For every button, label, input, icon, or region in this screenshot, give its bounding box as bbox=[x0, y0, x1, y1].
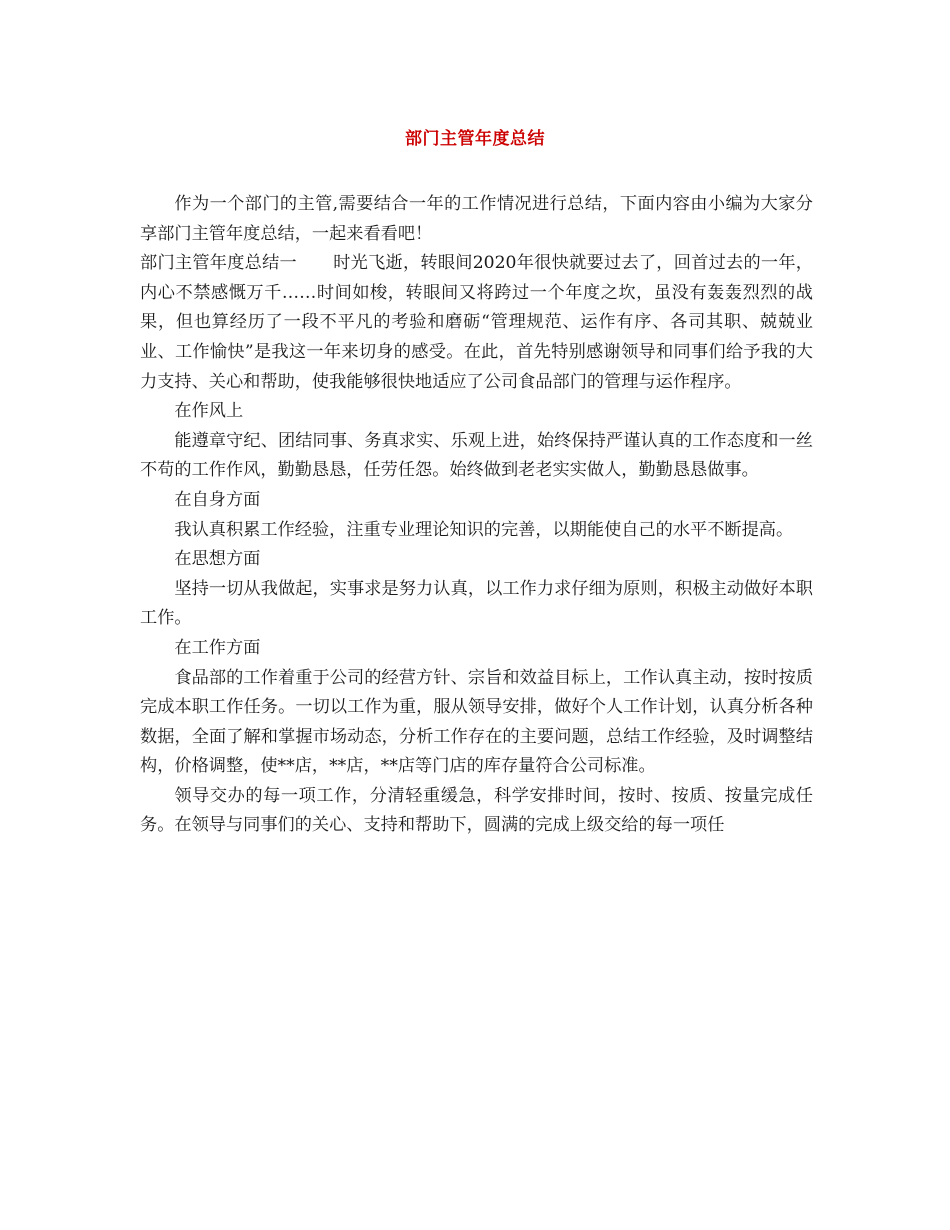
paragraph-work: 食品部的工作着重于公司的经营方针、宗旨和效益目标上，工作认真主动，按时按质完成本职工作任务。一切以工作为重，服从领导安排，做好个人工作计划，认真分析各种数据，全面了解和掌握市场动态，分析工作存在的主要问题，总结工作经验，及时调整结构，价格调整，使**店，**店，**店等门店的库存量符合公司标准。 bbox=[140, 667, 813, 777]
intro-paragraph: 作为一个部门的主管,需要结合一年的工作情况进行总结，下面内容由小编为大家分享部门主管年度总结，一起来看看吧！ bbox=[140, 194, 813, 244]
heading-thought: 在思想方面 bbox=[174, 549, 261, 570]
section1-text: 时光飞逝，转眼间2020年很快就要过去了，回首过去的一年，内心不禁感慨万千……时间如梭，转眼间又将跨过一个年度之坎，虽没有轰轰烈烈的战果，但也算经历了一段不平凡的考验和磨砺“管理规范、运作有序、各司其职、兢兢业业、工作愉快”是我这一年来切身的感受。在此，首先特别感谢领导和同事们给予我的大力支持、关心和帮助，使我能够很快地适应了公司食品部门的管理与运作程序。 bbox=[140, 253, 813, 392]
document-body bbox=[140, 190, 813, 841]
section1-label: 部门主管年度总结一 bbox=[140, 253, 297, 274]
heading-self: 在自身方面 bbox=[174, 489, 261, 510]
paragraph-leader: 领导交办的每一项工作，分清轻重缓急，科学安排时间，按时、按质、按量完成任务。在领导与同事们的关心、支持和帮助下，圆满的完成上级交给的每一项任 bbox=[140, 785, 813, 836]
paragraph-style: 能遵章守纪、团结同事、务真求实、乐观上进，始终保持严谨认真的工作态度和一丝不苟的工作作风，勤勤恳恳，任劳任怨。始终做到老老实实做人，勤勤恳恳做事。 bbox=[140, 430, 813, 481]
heading-work: 在工作方面 bbox=[174, 637, 261, 658]
document-title: 部门主管年度总结 bbox=[405, 129, 545, 149]
paragraph-self: 我认真积累工作经验，注重专业理论知识的完善，以期能使自己的水平不断提高。 bbox=[174, 519, 794, 540]
heading-style: 在作风上 bbox=[174, 401, 244, 422]
paragraph-thought: 坚持一切从我做起，实事求是努力认真，以工作力求仔细为原则，积极主动做好本职工作。 bbox=[140, 578, 813, 629]
section1-paragraph bbox=[140, 249, 813, 397]
